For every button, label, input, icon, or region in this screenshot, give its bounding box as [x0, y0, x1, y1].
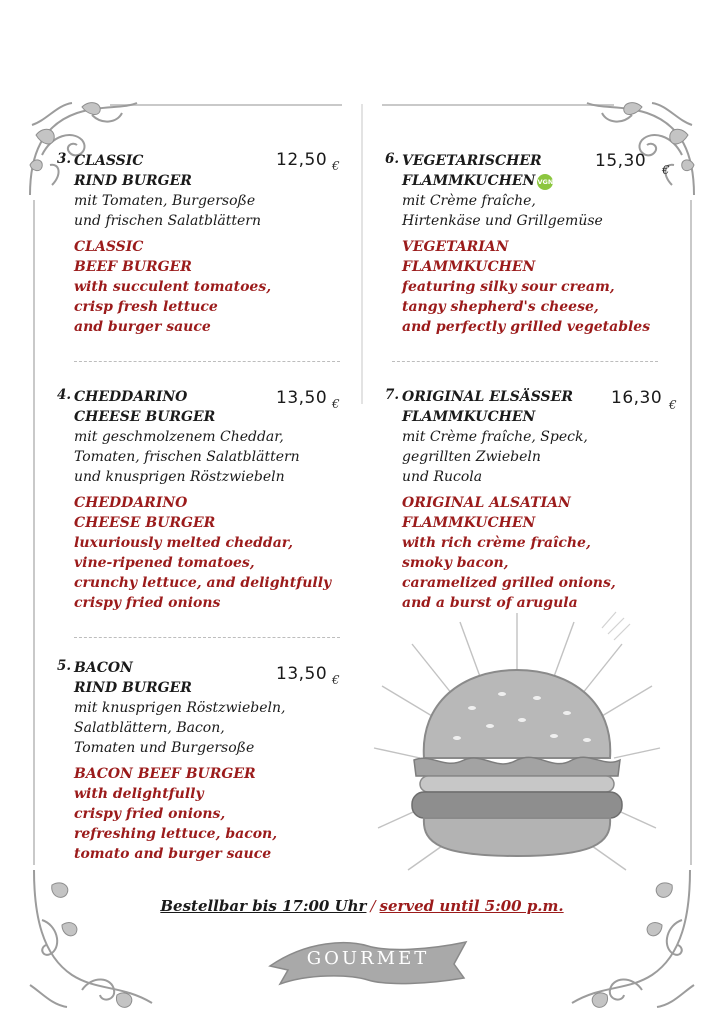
item-title: CLASSIC	[74, 153, 144, 169]
order-time-en: served until 5:00 p.m.	[379, 897, 564, 915]
menu-item-bacon-burger	[57, 658, 337, 864]
item-en-line: tomato and burger sauce	[74, 846, 272, 862]
separator: /	[370, 897, 376, 915]
item-en-line: FLAMMKUCHEN	[402, 259, 536, 275]
item-desc-line: Tomaten, frischen Salatblättern	[74, 449, 300, 465]
currency-symbol: €	[669, 398, 677, 412]
item-price: 12,50	[276, 150, 328, 170]
item-title: ORIGINAL ELSÄSSER	[402, 389, 573, 405]
item-title: FLAMMKUCHEN	[402, 409, 536, 425]
item-desc-line: mit Crème fraîche,	[402, 193, 536, 209]
item-price: 15,30	[595, 151, 647, 171]
order-time-note	[0, 897, 724, 915]
item-en-line: featuring silky sour cream,	[402, 279, 615, 295]
menu-item-vegetarian-flammkuchen	[385, 151, 685, 337]
item-title: FLAMMKUCHEN	[402, 173, 536, 189]
item-en-line: and a burst of arugula	[402, 595, 578, 611]
item-title: BACON	[74, 660, 133, 676]
menu-item-classic-burger	[57, 151, 317, 337]
item-en-line: smoky bacon,	[402, 555, 509, 571]
item-en-line: BEEF BURGER	[74, 259, 192, 275]
item-title: CHEESE BURGER	[74, 409, 216, 425]
item-description-en	[385, 237, 685, 337]
item-description-en	[57, 237, 317, 337]
item-en-line: refreshing lettuce, bacon,	[74, 826, 278, 842]
frame-center-divider	[361, 104, 363, 404]
divider	[74, 637, 340, 638]
item-title: RIND BURGER	[74, 173, 192, 189]
item-price: 13,50	[276, 388, 328, 408]
item-en-line: CHEESE BURGER	[74, 515, 216, 531]
item-desc-line: gegrillten Zwiebeln	[402, 449, 541, 465]
order-time-de: Bestellbar bis 17:00 Uhr	[160, 897, 367, 915]
item-desc-line: Salatblättern, Bacon,	[74, 720, 225, 736]
vegan-badge-icon: VGN	[537, 174, 553, 190]
item-desc-line: Tomaten und Burgersoße	[74, 740, 255, 756]
item-en-line: BACON BEEF BURGER	[74, 766, 256, 782]
menu-item-cheddarino-burger	[57, 387, 347, 613]
item-desc-line: mit knusprigen Röstzwiebeln,	[74, 700, 286, 716]
item-description-en	[57, 493, 347, 613]
item-en-line: CLASSIC	[74, 239, 144, 255]
item-desc-line: Hirtenkäse und Grillgemüse	[402, 213, 603, 229]
item-en-line: CHEDDARINO	[74, 495, 188, 511]
item-number: 3.	[57, 151, 72, 167]
item-number: 5.	[57, 658, 72, 674]
currency-symbol: €	[332, 397, 340, 411]
item-en-line: caramelized grilled onions,	[402, 575, 616, 591]
item-en-line: crispy fried onions,	[74, 806, 226, 822]
item-price: 16,30	[611, 388, 663, 408]
item-desc-line: mit Crème fraîche, Speck,	[402, 429, 588, 445]
menu-item-alsatian-flammkuchen	[385, 387, 685, 613]
item-en-line: VEGETARIAN	[402, 239, 509, 255]
item-en-line: crisp fresh lettuce	[74, 299, 218, 315]
item-en-line: with delightfully	[74, 786, 204, 802]
item-en-line: with succulent tomatoes,	[74, 279, 272, 295]
frame-top-right-line	[382, 104, 614, 106]
item-en-line: vine-ripened tomatoes,	[74, 555, 255, 571]
burger-icon	[372, 608, 662, 873]
item-desc-line: mit Tomaten, Burgersoße	[74, 193, 256, 209]
item-en-line: and burger sauce	[74, 319, 211, 335]
item-number: 4.	[57, 387, 72, 403]
item-desc-line: und Rucola	[402, 469, 483, 485]
item-desc-line: und knusprigen Röstzwiebeln	[74, 469, 285, 485]
item-number: 6.	[385, 151, 400, 167]
divider	[392, 361, 658, 362]
frame-left-line	[33, 200, 35, 865]
item-desc-line: und frischen Salatblättern	[74, 213, 262, 229]
item-en-line: ORIGINAL ALSATIAN	[402, 495, 571, 511]
currency-symbol: €	[662, 163, 670, 177]
ornament-bottom-left-icon	[22, 865, 162, 1015]
item-number: 7.	[385, 387, 400, 403]
gourmet-banner-text: GOURMET	[306, 948, 430, 969]
divider	[74, 361, 340, 362]
item-description-en	[385, 493, 685, 613]
item-title: VEGETARISCHER	[402, 153, 542, 169]
item-en-line: luxuriously melted cheddar,	[74, 535, 294, 551]
currency-symbol: €	[332, 673, 340, 687]
item-price: 13,50	[276, 664, 328, 684]
item-en-line: crunchy lettuce, and delightfully	[74, 575, 332, 591]
currency-symbol: €	[332, 159, 340, 173]
frame-top-left-line	[110, 104, 342, 106]
frame-right-line	[690, 200, 692, 865]
item-en-line: FLAMMKUCHEN	[402, 515, 536, 531]
ornament-bottom-right-icon	[562, 865, 702, 1015]
item-en-line: with rich crème fraîche,	[402, 535, 591, 551]
item-title-with-badge	[402, 171, 685, 191]
item-description-en	[57, 764, 337, 864]
item-en-line: and perfectly grilled vegetables	[402, 319, 651, 335]
item-title: CHEDDARINO	[74, 389, 188, 405]
item-en-line: tangy shepherd's cheese,	[402, 299, 599, 315]
item-desc-line: mit geschmolzenem Cheddar,	[74, 429, 284, 445]
item-en-line: crispy fried onions	[74, 595, 221, 611]
item-title: RIND BURGER	[74, 680, 192, 696]
